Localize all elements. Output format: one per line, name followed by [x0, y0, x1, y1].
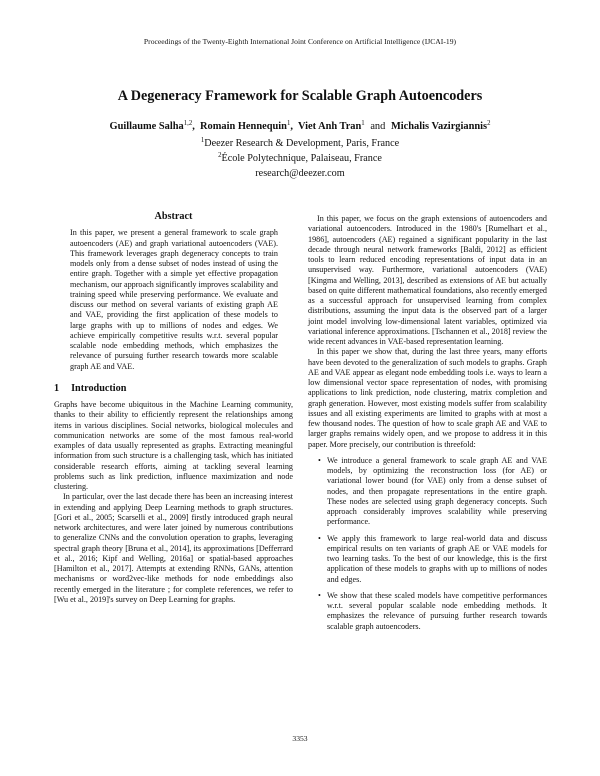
- body-paragraph: In this paper we show that, during the last three years, many efforts have been devoted to the generalization of such models to graphs. Graph AE and VAE appear as elegant node embedding tools i.e. ways to learn a low dimensional vector space representation of nodes, with promising applications to link prediction, node clustering, matrix completion and graph generation. However, most existing models suffer from scalability issues and all existing experiments are limited to graphs with at most a few thousand nodes. The question of how to scale graph AE and VAE to larger graphs remains widely open, and we propose to address it in this paper. More precisely, our contribution is threefold:: [308, 347, 547, 449]
- author-name: Guillaume Salha: [109, 121, 184, 132]
- bullet-icon: •: [318, 533, 321, 543]
- bullet-icon: •: [318, 590, 321, 600]
- author-name: Viet Anh Tran: [297, 121, 362, 132]
- page-number: 3353: [292, 734, 308, 743]
- section-title: Introduction: [71, 382, 127, 394]
- author-name: Michalis Vazirgiannis: [390, 121, 488, 132]
- affiliation-text: Deezer Research & Development, Paris, France: [204, 138, 400, 149]
- section-number: 1: [54, 382, 60, 394]
- contact-email: research@deezer.com: [255, 168, 345, 179]
- author-separator: ,: [192, 121, 195, 132]
- author-sup: 1: [361, 120, 365, 127]
- intro-paragraph: Graphs have become ubiquitous in the Machine Learning community, thanks to their ability to efficiently represent the relationships among items in various disciplines. Social networks, biological molecules and communication networks are some of the most famous real-world examples of data usually represented as graphs. Extracting meaningful information from such structure is a challenging task, which has initiated considerable research efforts, aiming at tackling several learning problems such as link prediction, influence maximization and node clustering.: [54, 400, 293, 491]
- intro-paragraph: In particular, over the last decade there has been an increasing interest in extending and applying Deep Learning methods to graph structures. [Gori et al., 2005; Scarselli et al., 2009] firstly introduced graph neural network architectures, and were later joined by numerous contributions to generalize CNNs and the convolution operation to graphs, leveraging spectral graph theory [Bruna et al., 2014], its approximations [Defferrard et al., 2016; Kipf and Welling, 2016a] or spatial-based approaches [Hamilton et al., 2017]. Attempts at extending RNNs, GANs, attention mechanisms or word2vec-like methods for node embeddings also recently emerged in the literature ; for complete references, we refer to [Wu et al., 2019]'s survey on Deep Learning for graphs.: [54, 492, 293, 604]
- paper-title: A Degeneracy Framework for Scalable Graph Autoencoders: [117, 88, 483, 104]
- author-list: [0, 121, 600, 132]
- contribution-item: [318, 534, 547, 585]
- contribution-list: [308, 456, 547, 632]
- author-sup: 1: [286, 120, 291, 127]
- author-sup: 1,2: [183, 120, 193, 127]
- body-paragraph: In this paper, we focus on the graph extensions of autoencoders and variational autoencoders. Introduced in the 1980's [Rumelhart et al., 1986], autoencoders (AE) regained a significant popularity in the last decade through neural network frameworks [Baldi, 2012] as efficient tools to learn reduced encoding representations of input data in an unsupervised way. Furthermore, variational autoencoders (VAE) [Kingma and Welling, 2013], described as extensions of AE but actually based on quite different mathematical foundations, also recently emerged as a successful approach for unsupervised learning from complex distributions, assuming the input data is the observed part of a larger joint model involving low-dimensional latent variables, optimized via variational inference approximations. [Tschannen et al., 2018] review the wide recent advances in VAE-based representation learning.: [308, 214, 547, 346]
- contribution-item: [318, 591, 547, 632]
- author-name: Romain Hennequin: [200, 121, 287, 132]
- contribution-text: We introduce a general framework to scale graph AE and VAE models, by optimizing the reconstruction loss (for AE) or variational lower bound (for VAE) only from a dense subset of nodes, and then propagate representations in the entire graph. These nodes are selected using graph degeneracy concepts. Such approach considerably improves scalability while preserving performance.: [327, 455, 547, 527]
- left-column: [54, 212, 293, 605]
- affiliation-text: École Polytechnique, Palaiseau, France: [221, 153, 382, 164]
- abstract-text: In this paper, we present a general framework to scale graph autoencoders (AE) and graph variational autoencoders (VAE). This framework leverages graph degeneracy concepts to train models only from a dense subset of nodes instead of using the entire graph. Together with a simple yet effective propagation mechanism, our approach significantly improves scalability and training speed while preserving performance. We evaluate and discuss our method on several variants of existing graph AE and VAE, providing the first application of these models to large graphs with up to millions of nodes and edges. We achieve empirically competitive results w.r.t. several popular scalable node embedding methods, which emphasizes the relevance of pursuing further research towards more scalable graph AE and VAE.: [70, 228, 278, 371]
- right-column: [308, 214, 547, 638]
- author-separator: ,: [290, 121, 293, 132]
- contribution-text: We show that these scaled models have competitive performances w.r.t. several popular scalable node embedding methods. It emphasizes the relevance of pursuing further research towards scalable graph autoencoders.: [327, 590, 547, 631]
- running-header: Proceedings of the Twenty-Eighth International Joint Conference on Artificial Intelligence (IJCAI-19): [143, 37, 457, 46]
- affiliation-sup: 1: [200, 137, 205, 144]
- abstract-heading: Abstract: [154, 211, 193, 222]
- author-sup: 2: [487, 120, 491, 127]
- affiliation-sup: 2: [218, 152, 222, 159]
- section-heading: [54, 384, 293, 394]
- contribution-item: [318, 456, 547, 528]
- contribution-text: We apply this framework to large real-world data and discuss empirical results on ten variants of graph AE or VAE models for two learning tasks. To the best of our knowledge, this is the first application of these models to graphs with up to millions of nodes and edges.: [327, 533, 547, 584]
- affiliation: [0, 138, 600, 149]
- author-and: and: [370, 121, 386, 132]
- bullet-icon: •: [318, 455, 321, 465]
- affiliation: [0, 153, 600, 164]
- abstract: [70, 228, 278, 372]
